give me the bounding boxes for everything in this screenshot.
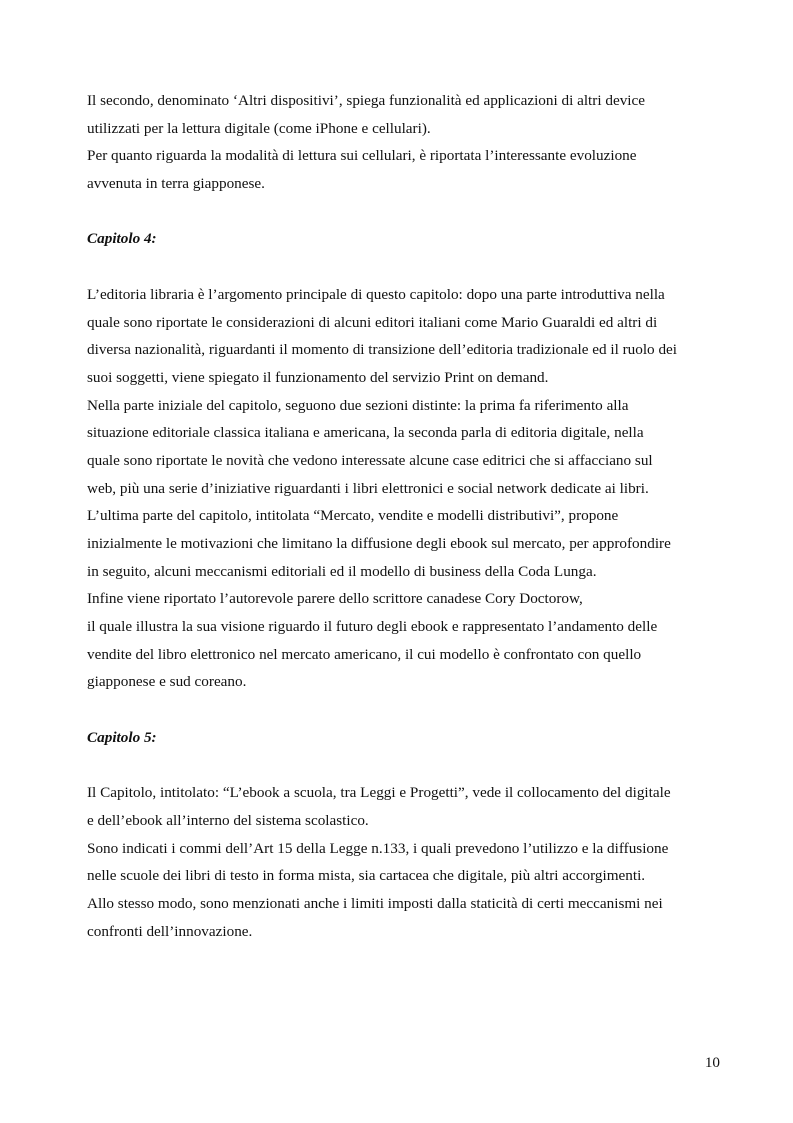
- text-line: confronti dell’innovazione.: [87, 922, 253, 940]
- text-line: inizialmente le motivazioni che limitano la diffusione degli ebook sul mercato, per approfondire: [87, 535, 671, 553]
- text-line: diversa nazionalità, riguardanti il momento di transizione dell’editoria tradizionale ed il ruolo dei: [87, 341, 678, 359]
- text-line: quale sono riportate le considerazioni di alcuni editori italiani come Mario Guaraldi ed altri di: [87, 313, 658, 331]
- text-line: Il Capitolo, intitolato: “L’ebook a scuola, tra Leggi e Progetti”, vede il collocamento del digitale: [87, 784, 671, 802]
- heading-capitolo-5: Capitolo 5:: [87, 728, 157, 746]
- text-line: Per quanto riguarda la modalità di lettura sui cellulari, è riportata l’interessante evoluzione: [87, 147, 637, 165]
- text-line: Infine viene riportato l’autorevole parere dello scrittore canadese Cory Doctorow,: [87, 590, 583, 608]
- text-line: Il secondo, denominato ‘Altri dispositivi’, spiega funzionalità ed applicazioni di altri device: [87, 92, 645, 109]
- text-line: vendite del libro elettronico nel mercato americano, il cui modello è confrontato con quello: [87, 645, 642, 663]
- spacer: [87, 198, 717, 226]
- paragraph-capitolo-5: [87, 779, 717, 945]
- text-line: L’ultima parte del capitolo, intitolata “Mercato, vendite e modelli distributivi”, propone: [87, 507, 619, 525]
- text-line: situazione editoriale classica italiana e americana, la seconda parla di editoria digitale, nella: [87, 424, 644, 442]
- paragraph-altri-dispositivi: [87, 87, 717, 198]
- text-line: utilizzati per la lettura digitale (come iPhone e cellulari).: [87, 119, 431, 137]
- paragraph-capitolo-4: [87, 281, 717, 696]
- text-line: web, più una serie d’iniziative riguardanti i libri elettronici e social network dedicate ai libri.: [87, 479, 649, 497]
- document-page: [87, 87, 717, 945]
- heading-capitolo-4: Capitolo 4:: [87, 230, 157, 248]
- text-line: L’editoria libraria è l’argomento principale di questo capitolo: dopo una parte introduttiva nella: [87, 285, 665, 303]
- spacer: [87, 253, 717, 281]
- text-line: Sono indicati i commi dell’Art 15 della Legge n.133, i quali prevedono l’utilizzo e la diffusione: [87, 839, 669, 857]
- spacer: [87, 696, 717, 724]
- text-line: e dell’ebook all’interno del sistema scolastico.: [87, 811, 369, 829]
- text-line: suoi soggetti, viene spiegato il funzionamento del servizio Print on demand.: [87, 368, 549, 386]
- page-number: 10: [704, 1054, 720, 1071]
- text-line: nelle scuole dei libri di testo in forma mista, sia cartacea che digitale, più altri accorgimenti.: [87, 867, 646, 885]
- text-line: in seguito, alcuni meccanismi editoriali ed il modello di business della Coda Lunga.: [87, 562, 597, 580]
- text-line: Allo stesso modo, sono menzionati anche i limiti imposti dalla staticità di certi meccanismi nei: [87, 894, 663, 912]
- text-line: avvenuta in terra giapponese.: [87, 175, 265, 193]
- text-line: quale sono riportate le novità che vedono interessate alcune case editrici che si affacciano sul: [87, 451, 653, 469]
- text-line: Nella parte iniziale del capitolo, seguono due sezioni distinte: la prima fa riferimento alla: [87, 396, 629, 414]
- text-line: il quale illustra la sua visione riguardo il futuro degli ebook e rappresentato l’andamento delle: [87, 618, 658, 636]
- text-line: giapponese e sud coreano.: [87, 673, 247, 691]
- spacer: [87, 752, 717, 780]
